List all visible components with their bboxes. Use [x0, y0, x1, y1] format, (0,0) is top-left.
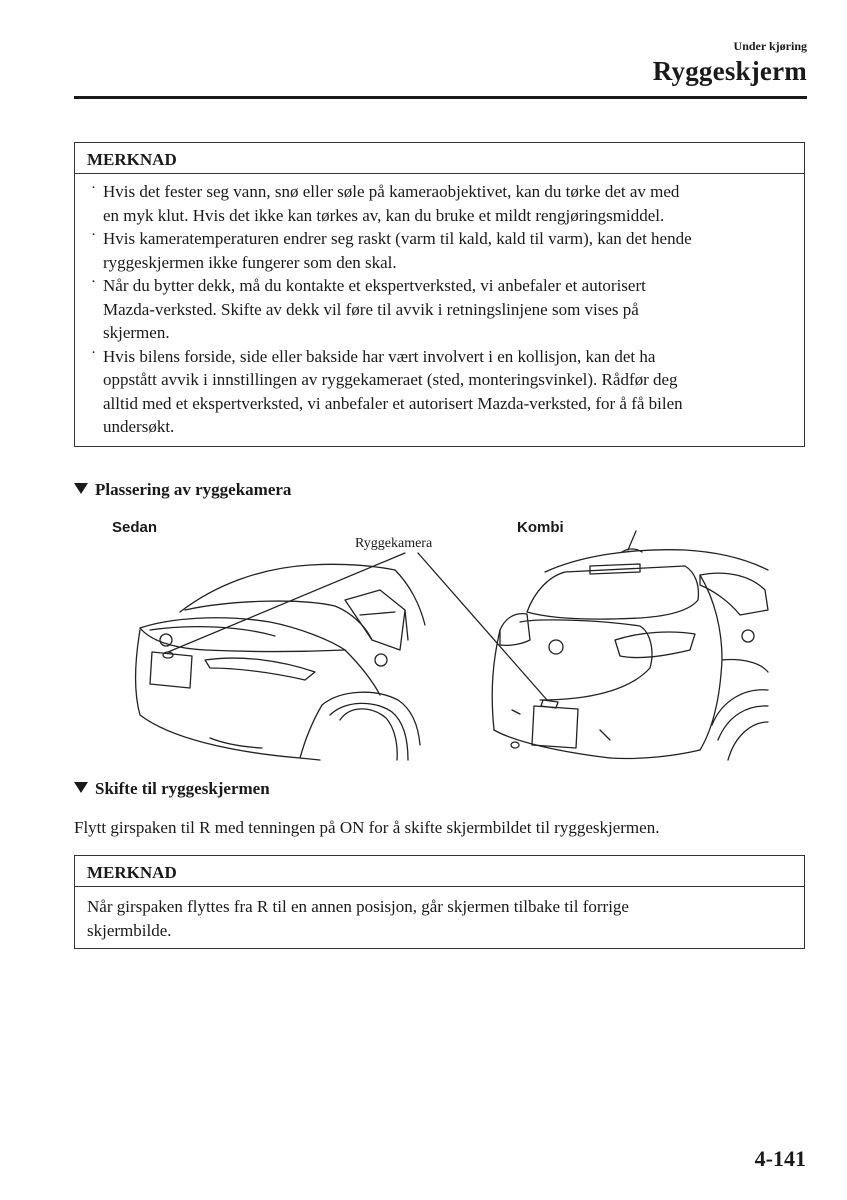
section-heading-switch-screen — [74, 779, 270, 799]
callout-leader-sedan — [168, 553, 405, 652]
callout-leader-kombi — [418, 553, 547, 700]
bullet-dot-icon: · — [91, 344, 96, 361]
note-heading: MERKNAD — [75, 856, 804, 887]
page-title: Ryggeskjerm — [652, 56, 807, 86]
note-line: Hvis bilens forside, side eller bakside har vært involvert i en kollisjon, kan det ha — [103, 346, 656, 366]
figure-label-sedan: Sedan — [112, 519, 158, 536]
hatchback-car-icon — [492, 531, 768, 760]
figure-label-kombi: Kombi — [517, 519, 564, 536]
section-label: Under kjøring — [733, 39, 807, 53]
note-line: Hvis kameratemperaturen endrer seg raskt (varm til kald, kald til varm), kan det hende — [103, 229, 692, 248]
note-line: Når girspaken flyttes fra R til en annen posisjon, går skjermen tilbake til forrige — [87, 897, 629, 916]
note-body — [75, 174, 804, 449]
note-line: undersøkt. — [103, 417, 175, 436]
triangle-down-icon — [74, 483, 88, 494]
note-line: Hvis det fester seg vann, snø eller søle på kameraobjektivet, kan du tørke det av med — [103, 182, 680, 201]
note-box-cleaning — [74, 142, 805, 447]
note-body — [75, 887, 804, 952]
note-line: oppstått avvik i innstillingen av ryggekameraet (sted, monteringsvinkel). Rådfør deg — [103, 370, 678, 389]
note-line: Mazda-verksted. Skifte av dekk vil føre til avvik i retningslinjene som vises på — [103, 299, 639, 319]
note-line: ryggeskjermen ikke fungerer som den skal. — [103, 252, 397, 272]
figure-callout-camera: Ryggekamera — [355, 536, 433, 551]
body-paragraph: Flytt girspaken til R med tenningen på ON for å skifte skjermbildet til ryggeskjermen. — [74, 818, 660, 837]
note-line: skjermbilde. — [87, 920, 172, 940]
note-item — [87, 227, 792, 274]
note-line: Når du bytter dekk, må du kontakte et ekspertverksted, vi anbefaler et autorisert — [103, 276, 646, 295]
note-item — [87, 274, 792, 345]
section-heading-text: Plassering av ryggekamera — [95, 480, 292, 499]
note-box-shift — [74, 855, 805, 949]
bullet-dot-icon: · — [91, 274, 96, 290]
note-heading: MERKNAD — [75, 143, 804, 174]
note-item — [87, 345, 792, 439]
page-number: 4-141 — [754, 1146, 806, 1171]
note-line: skjermen. — [103, 323, 170, 342]
bullet-dot-icon: · — [91, 227, 96, 243]
sedan-car-icon — [135, 564, 425, 760]
note-item — [87, 180, 792, 227]
header-divider — [74, 96, 807, 99]
section-heading-text: Skifte til ryggeskjermen — [95, 779, 270, 798]
triangle-down-icon — [74, 782, 88, 793]
bullet-dot-icon: · — [91, 180, 96, 196]
note-line: en myk klut. Hvis det ikke kan tørkes av, kan du bruke et mildt rengjøringsmiddel. — [103, 205, 665, 225]
note-line: alltid med et ekspertverksted, vi anbefaler et autorisert Mazda-verksted, for å få bilen — [103, 393, 683, 413]
section-heading-camera-location — [74, 480, 291, 500]
